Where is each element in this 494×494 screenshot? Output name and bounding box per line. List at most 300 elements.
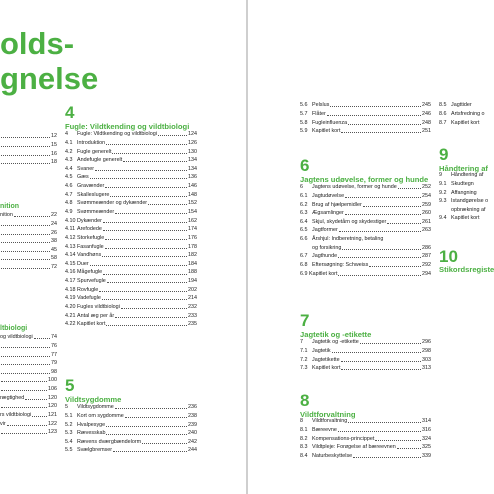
- toc-entry[interactable]: [0, 410, 57, 419]
- toc-entry-page: 254: [422, 192, 431, 199]
- toc-entry-title: Jagtetik og -etikette: [312, 339, 359, 346]
- toc-entry-title: Årshjul: Indberetning, betaling: [312, 236, 384, 243]
- toc-entry-number: 6.1: [300, 192, 308, 199]
- toc-entry-number: 4.6: [65, 183, 73, 190]
- toc-chapter-8-continued: [439, 100, 494, 126]
- dot-leader: [106, 144, 187, 145]
- book-title-line2: gnelse: [0, 61, 99, 96]
- toc-entry[interactable]: [439, 117, 494, 126]
- toc-chapter-4: [65, 129, 197, 328]
- toc-entry[interactable]: [65, 138, 197, 147]
- toc-entry-page: 120: [48, 403, 57, 410]
- toc-entry[interactable]: [65, 172, 197, 181]
- toc-entry-title: Skudtegn: [451, 180, 474, 187]
- toc-entry[interactable]: [300, 117, 431, 126]
- toc-entry-title: Flåter: [312, 110, 326, 117]
- toc-entry-page: 303: [422, 356, 431, 363]
- chapter-8-title: Vildtforvaltning: [300, 410, 356, 419]
- dot-leader: [103, 230, 187, 231]
- dot-leader: [345, 214, 421, 215]
- dot-leader: [148, 204, 187, 205]
- toc-entry-page: 246: [422, 110, 431, 117]
- toc-entry-page: 239: [188, 421, 197, 428]
- toc-entry-page: 260: [422, 210, 431, 217]
- dot-leader: [348, 422, 421, 423]
- toc-entry-number: 5.8: [300, 119, 308, 126]
- toc-entry-page: 24: [51, 220, 57, 227]
- chapter-5-title: Vildtsygdomme: [65, 395, 122, 404]
- toc-entry[interactable]: [300, 416, 431, 425]
- toc-entry-title: Storkefugle: [77, 234, 105, 241]
- dot-leader: [338, 257, 421, 258]
- dot-leader: [360, 343, 421, 344]
- dot-leader: [1, 137, 50, 138]
- toc-entry[interactable]: [0, 219, 57, 228]
- toc-entry[interactable]: [439, 100, 494, 109]
- toc-entry-page: 76: [51, 342, 57, 349]
- toc-chapter-6: [300, 182, 431, 277]
- toc-chapter-8: [300, 416, 431, 459]
- chapter-10-number: 10: [439, 247, 458, 266]
- toc-entry-page: 259: [422, 201, 431, 208]
- toc-entry[interactable]: [0, 332, 57, 341]
- toc-entry-page: 130: [188, 148, 197, 155]
- toc-entry[interactable]: [300, 217, 431, 226]
- toc-entry[interactable]: [65, 445, 197, 454]
- toc-entry-number: 8.4: [300, 452, 308, 459]
- toc-entry-title: Vildtpleje: Forøgelse af bæreevnen: [312, 444, 396, 451]
- toc-entry[interactable]: [65, 189, 197, 198]
- toc-entry[interactable]: [0, 401, 57, 410]
- dot-leader: [142, 443, 187, 444]
- toc-entry-page: 244: [188, 447, 197, 454]
- toc-entry-page: 316: [422, 426, 431, 433]
- toc-entry-page: 176: [188, 234, 197, 241]
- toc-entry-number: 4.3: [65, 157, 73, 164]
- toc-entry[interactable]: [0, 262, 57, 271]
- dot-leader: [342, 249, 421, 250]
- dot-leader: [338, 431, 421, 432]
- toc-entry[interactable]: [65, 411, 197, 420]
- toc-entry[interactable]: [65, 276, 197, 285]
- toc-entry-title: Duer: [77, 260, 89, 267]
- toc-entry[interactable]: [439, 196, 494, 205]
- toc-entry-title: Mågefugle: [77, 269, 103, 276]
- toc-entry-number: 4.7: [65, 191, 73, 198]
- toc-entry-page: 245: [422, 102, 431, 109]
- dot-leader: [341, 369, 421, 370]
- toc-entry-title: Fugle: Vildtkending og vildtbiologi: [77, 131, 157, 138]
- toc-entry-page: 339: [422, 452, 431, 459]
- dot-leader: [1, 268, 50, 269]
- toc-entry-page: 286: [422, 244, 431, 251]
- dot-leader: [1, 163, 50, 164]
- toc-entry-number: 5.1: [65, 412, 73, 419]
- toc-entry-number: 4.21: [65, 312, 76, 319]
- fragment-heading-3b: ltbiologi: [0, 325, 28, 332]
- toc-entry-number: 5.9: [300, 128, 308, 135]
- toc-entry[interactable]: [439, 170, 494, 179]
- toc-entry-number: 4.4: [65, 165, 73, 172]
- dot-leader: [353, 457, 421, 458]
- toc-entry-page: 325: [422, 444, 431, 451]
- toc-entry-page: 98: [51, 368, 57, 375]
- toc-entry[interactable]: [300, 425, 431, 434]
- toc-entry[interactable]: [300, 191, 431, 200]
- dot-leader: [99, 291, 187, 292]
- dot-leader: [123, 161, 187, 162]
- toc-entry-page: 152: [188, 200, 197, 207]
- toc-entry-title: Fugles vildtbiologi: [77, 304, 120, 311]
- dot-leader: [1, 146, 50, 147]
- toc-entry[interactable]: [300, 251, 431, 260]
- toc-entry-number: 8.3: [300, 444, 308, 451]
- toc-entry-title: Fugleinfluenza: [312, 119, 348, 126]
- toc-entry[interactable]: [65, 207, 197, 216]
- toc-entry[interactable]: [0, 245, 57, 254]
- toc-entry-title: og vildtbiologi: [0, 334, 33, 341]
- dot-leader: [121, 308, 187, 309]
- toc-entry-title: Skalleslugere: [77, 191, 110, 198]
- toc-entry-page: 15: [51, 141, 57, 148]
- chapter-6-number: 6: [300, 156, 310, 175]
- dot-leader: [113, 451, 187, 452]
- toc-entry-page: 100: [48, 377, 57, 384]
- toc-entry-number: 8.5: [439, 102, 447, 109]
- toc-entry-title: Gæs: [77, 174, 89, 181]
- toc-entry-title: Introduktion: [77, 139, 106, 146]
- toc-entry-title: vir: [0, 420, 6, 427]
- dot-leader: [345, 197, 421, 198]
- toc-entry-number: 7.2: [300, 356, 308, 363]
- toc-entry[interactable]: [300, 442, 431, 451]
- toc-entry[interactable]: [65, 233, 197, 242]
- toc-entry[interactable]: [0, 148, 57, 157]
- dot-leader: [115, 317, 187, 318]
- toc-entry[interactable]: [65, 250, 197, 259]
- toc-fragment-chapter-3: [0, 210, 57, 270]
- toc-entry-title: Eftersøgning: Schweiss: [312, 262, 369, 268]
- dot-leader: [106, 325, 187, 326]
- toc-entry-page: 294: [422, 270, 431, 277]
- toc-entry-page: 184: [188, 260, 197, 267]
- toc-entry-number: 5.2: [65, 421, 73, 428]
- dot-leader: [375, 440, 421, 441]
- toc-entry-number: 4.18: [65, 286, 76, 293]
- dot-leader: [95, 170, 187, 171]
- dot-leader: [14, 216, 50, 217]
- toc-entry-number: 4.9: [65, 209, 73, 215]
- toc-entry-title: Bæreevne: [312, 426, 337, 433]
- toc-fragment-chapter-3b: [0, 332, 57, 436]
- toc-entry[interactable]: [65, 319, 197, 328]
- chapter-9-title: Håndtering af: [439, 164, 488, 173]
- toc-chapter-5: [65, 402, 197, 454]
- toc-entry-number: 4.19: [65, 295, 76, 302]
- dot-leader: [34, 338, 50, 339]
- toc-entry[interactable]: [300, 100, 431, 109]
- toc-entry[interactable]: [65, 224, 197, 233]
- dot-leader: [110, 196, 187, 197]
- dot-leader: [106, 426, 187, 427]
- toc-entry-number: 9.1: [439, 180, 447, 187]
- book-title-line1: olds-: [0, 26, 75, 61]
- toc-entry-number: 7: [300, 339, 303, 346]
- toc-entry-page: 45: [51, 246, 57, 253]
- toc-entry-page: 154: [188, 209, 197, 215]
- toc-entry-page: 123: [48, 429, 57, 436]
- toc-entry-title: Kapitlet kort: [451, 215, 480, 222]
- toc-entry-title: Arefodede: [77, 226, 102, 233]
- toc-entry-title: opbrækning af: [451, 206, 486, 213]
- dot-leader: [1, 259, 50, 260]
- dot-leader: [102, 256, 187, 257]
- toc-entry-number: 6.6: [300, 236, 308, 243]
- toc-entry-title: Istandgørelse o: [451, 198, 489, 205]
- toc-chapter-7: [300, 337, 431, 372]
- toc-entry-number: 7.3: [300, 365, 308, 372]
- dot-leader: [1, 242, 50, 243]
- toc-entry-title: rægtighed: [0, 394, 25, 401]
- toc-entry-number: 6.2: [300, 201, 308, 208]
- toc-entry[interactable]: [65, 267, 197, 276]
- toc-entry[interactable]: [65, 419, 197, 428]
- toc-entry-page: 182: [188, 252, 197, 259]
- toc-fragment-top: [0, 131, 57, 166]
- toc-entry[interactable]: [0, 236, 57, 245]
- toc-entry-number: 8.6: [439, 110, 447, 117]
- toc-entry-page: 126: [188, 139, 197, 146]
- toc-entry-title: Kapitlet kort: [312, 365, 341, 372]
- toc-entry-title: Jagthunde: [312, 253, 338, 260]
- toc-entry[interactable]: [65, 215, 197, 224]
- toc-entry[interactable]: [439, 179, 494, 188]
- toc-entry-title: Antal æg per år: [77, 312, 115, 319]
- chapter-5-number: 5: [65, 376, 75, 395]
- toc-entry[interactable]: [300, 234, 431, 243]
- toc-entry[interactable]: [300, 451, 431, 460]
- toc-entry-page: 124: [188, 131, 197, 138]
- dot-leader: [102, 299, 187, 300]
- toc-entry-page: 248: [422, 119, 431, 126]
- toc-entry-page: 251: [422, 128, 431, 135]
- toc-entry[interactable]: [300, 208, 431, 217]
- toc-entry-number: 6.4: [300, 218, 308, 225]
- toc-entry-page: 58: [51, 255, 57, 262]
- toc-entry-number: 6.7: [300, 253, 308, 260]
- toc-entry-title: Hvalpesyge: [77, 421, 106, 428]
- toc-entry-page: 79: [51, 360, 57, 367]
- toc-entry-page: 121: [48, 412, 57, 418]
- toc-entry-page: 77: [51, 351, 57, 358]
- toc-entry-page: 18: [51, 159, 57, 166]
- dot-leader: [1, 251, 50, 252]
- toc-entry[interactable]: [300, 109, 431, 118]
- toc-entry-number: 4.14: [65, 252, 76, 259]
- toc-entry[interactable]: [0, 375, 57, 384]
- toc-entry[interactable]: [0, 384, 57, 393]
- toc-entry[interactable]: [65, 310, 197, 319]
- toc-entry[interactable]: [65, 302, 197, 311]
- toc-entry-page: 120: [48, 394, 57, 401]
- toc-entry[interactable]: [300, 268, 431, 277]
- toc-entry-number: 6.8: [300, 262, 308, 268]
- toc-entry-title: Artsfredning o: [451, 110, 485, 117]
- toc-entry[interactable]: [300, 363, 431, 372]
- toc-entry[interactable]: [300, 126, 431, 135]
- toc-entry[interactable]: [439, 187, 494, 196]
- toc-entry-title: Jagtens udøvelse, former og hunde: [312, 184, 397, 191]
- chapter-7-title: Jagtetik og -etikette: [300, 330, 372, 339]
- toc-entry-title: Vadefugle: [77, 295, 101, 302]
- toc-entry[interactable]: [65, 198, 197, 207]
- toc-entry[interactable]: [0, 367, 57, 376]
- toc-entry-number: 6.3: [300, 210, 308, 217]
- dot-leader: [1, 381, 47, 382]
- dot-leader: [363, 206, 421, 207]
- toc-entry[interactable]: [0, 392, 57, 401]
- dot-leader: [1, 155, 50, 156]
- dot-leader: [1, 433, 47, 434]
- toc-entry-number: 4.15: [65, 260, 76, 267]
- toc-entry[interactable]: [0, 349, 57, 358]
- toc-entry-title: Kapitlet kort: [77, 321, 106, 328]
- dot-leader: [115, 213, 187, 214]
- toc-entry-page: 296: [422, 339, 431, 346]
- toc-entry-title: Andefugle generelt: [77, 157, 123, 164]
- toc-entry-number: 9.4: [439, 215, 447, 222]
- toc-entry-number: 8.2: [300, 435, 308, 442]
- toc-entry-title: Rovfugle: [77, 286, 99, 293]
- toc-entry-title: Vandhøns: [77, 252, 102, 259]
- toc-entry-number: 5.4: [65, 438, 73, 445]
- toc-entry[interactable]: [65, 428, 197, 437]
- dot-leader: [1, 356, 50, 357]
- toc-entry[interactable]: [65, 437, 197, 446]
- toc-entry[interactable]: [300, 225, 431, 234]
- toc-entry-number: 5.7: [300, 110, 308, 117]
- chapter-4-number: 4: [65, 103, 75, 122]
- toc-entry-number: 8.1: [300, 426, 308, 433]
- toc-entry[interactable]: [0, 341, 57, 350]
- toc-entry-page: 242: [188, 438, 197, 445]
- toc-entry-page: 134: [188, 165, 197, 172]
- toc-entry-page: 136: [188, 174, 197, 181]
- fragment-heading-3: nition: [0, 203, 20, 210]
- toc-entry-number: 5.5: [65, 447, 73, 454]
- toc-entry[interactable]: [0, 140, 57, 149]
- toc-entry-number: 5: [65, 404, 68, 411]
- dot-leader: [398, 188, 421, 189]
- toc-entry[interactable]: [300, 354, 431, 363]
- dot-leader: [397, 448, 421, 449]
- toc-entry-page: 298: [422, 347, 431, 354]
- toc-entry-number: 4.2: [65, 148, 73, 155]
- toc-entry-number: 7.1: [300, 347, 308, 354]
- toc-entry-page: 236: [188, 404, 197, 411]
- toc-entry-title: Kapitlet kort: [451, 119, 480, 126]
- toc-entry-title: Jagtetikette: [312, 356, 340, 363]
- dot-leader: [107, 282, 187, 283]
- toc-entry-number: 6.5: [300, 227, 308, 234]
- toc-entry-number: 5.3: [65, 430, 73, 437]
- toc-entry[interactable]: [300, 260, 431, 269]
- toc-entry-page: 314: [422, 418, 431, 425]
- toc-entry[interactable]: [65, 293, 197, 302]
- dot-leader: [387, 223, 421, 224]
- toc-entry[interactable]: [300, 182, 431, 191]
- toc-entry[interactable]: [0, 157, 57, 166]
- toc-entry[interactable]: [439, 109, 494, 118]
- dot-leader: [32, 416, 47, 417]
- toc-entry[interactable]: [300, 242, 431, 251]
- toc-entry-page: 148: [188, 191, 197, 198]
- dot-leader: [90, 265, 187, 266]
- toc-entry[interactable]: [0, 227, 57, 236]
- toc-entry[interactable]: [0, 427, 57, 436]
- toc-entry[interactable]: [65, 164, 197, 173]
- toc-entry[interactable]: [0, 418, 57, 427]
- toc-entry-number: 4.16: [65, 269, 76, 276]
- toc-entry-title: Svælgbremser: [77, 447, 113, 454]
- dot-leader: [327, 115, 421, 116]
- dot-leader: [338, 275, 421, 276]
- toc-entry[interactable]: [65, 146, 197, 155]
- chapter-10-title: Stikordsregiste: [439, 265, 494, 274]
- dot-leader: [1, 364, 50, 365]
- toc-entry[interactable]: [300, 199, 431, 208]
- toc-entry[interactable]: [65, 285, 197, 294]
- toc-entry[interactable]: [300, 337, 431, 346]
- toc-entry-title: Ægsamlinger: [312, 210, 344, 217]
- toc-entry-page: 122: [48, 420, 57, 427]
- toc-entry[interactable]: [300, 346, 431, 355]
- toc-entry-title: Vildtforvaltning: [312, 418, 348, 425]
- toc-entry[interactable]: [0, 253, 57, 262]
- toc-entry-number: 4.5: [65, 174, 73, 181]
- toc-entry-title: Brug af hjælpemidler: [312, 201, 362, 208]
- left-page: [0, 0, 246, 494]
- toc-entry[interactable]: [65, 241, 197, 250]
- toc-entry[interactable]: [65, 129, 197, 138]
- toc-entry[interactable]: [65, 259, 197, 268]
- toc-entry[interactable]: [300, 433, 431, 442]
- toc-entry-page: 261: [422, 218, 431, 225]
- toc-entry-page: 324: [422, 435, 431, 442]
- toc-entry[interactable]: [65, 155, 197, 164]
- toc-entry[interactable]: [439, 205, 494, 214]
- toc-entry-page: 292: [422, 262, 431, 268]
- toc-entry[interactable]: [0, 131, 57, 140]
- toc-entry-page: 263: [422, 227, 431, 234]
- toc-entry-page: 235: [188, 321, 197, 328]
- dot-leader: [332, 352, 421, 353]
- toc-entry[interactable]: [65, 402, 197, 411]
- toc-entry[interactable]: [0, 358, 57, 367]
- toc-entry-title: Kompensations-princippet: [312, 435, 375, 442]
- toc-entry-page: 106: [48, 386, 57, 393]
- toc-entry-number: 4.22: [65, 321, 76, 328]
- toc-entry-page: 72: [51, 264, 57, 271]
- toc-entry[interactable]: [0, 210, 57, 219]
- toc-entry[interactable]: [439, 213, 494, 222]
- toc-entry-title: Vildtsygdomme: [77, 404, 114, 411]
- toc-entry-page: 287: [422, 253, 431, 260]
- toc-entry[interactable]: [65, 181, 197, 190]
- toc-entry-number: 9.2: [439, 189, 447, 196]
- toc-entry-title: Kort om sygdomme: [77, 412, 124, 419]
- toc-entry-number: 4.10: [65, 217, 76, 224]
